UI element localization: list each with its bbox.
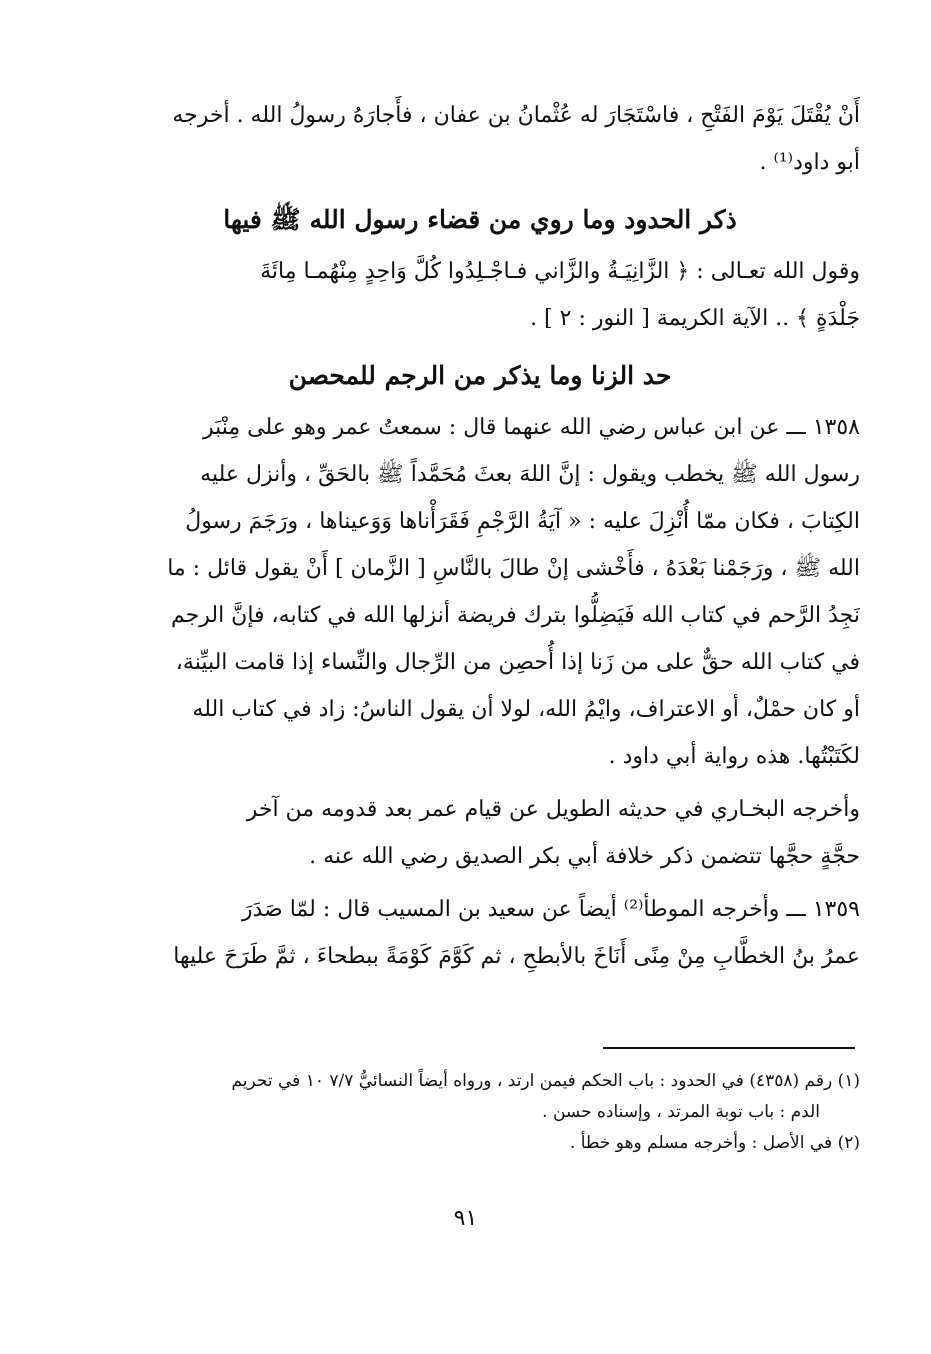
page-body [100, 92, 860, 986]
text-line: أَنْ يُقْتَلَ يَوْمَ الفَتْحِ ، فاسْتَجَارَ له عُثْمانُ بن عفان ، فأَجارَهُ رسولُ الله . أخرجه [172, 103, 860, 128]
text-line: لكَتَبْتُها. هذه رواية أبي داود . [608, 744, 860, 769]
footnote-divider [603, 1047, 855, 1049]
footnotes [105, 1066, 860, 1159]
text-line: وأخرجه البخـاري في حديثه الطويل عن قيام عمر بعد قدومه من آخر [246, 797, 860, 822]
page-number: ٩١ [453, 1206, 478, 1231]
text-line: عمرُ بنُ الخطَّابِ مِنْ مِنًى أَنَاخَ بالأبطحِ ، ثم كَوَّمَ كَوْمَةً ببطحاءَ ، ثمَّ طَرَحَ عليها [173, 944, 860, 969]
text-line: في كتاب الله حقٌّ على من زَنا إذا أُحصِن من الرِّجال والنِّساء إذا قامت البيِّنة، [175, 650, 860, 675]
text-line: أبو داود⁽¹⁾ . [759, 150, 860, 175]
footnote-1: (١) رقم (٤٣٥٨) في الحدود : باب الحكم فيمن ارتد ، ورواه أيضاً النسائيُّ ٧/٧ ١٠ في تحريم [231, 1071, 860, 1091]
text-line: أو كان حمْلٌ، أو الاعتراف، وايْمُ الله، لولا أن يقول الناسُ: زاد في كتاب الله [192, 697, 860, 722]
footnote-1-continuation: الدم : باب توبة المرتد ، وإسناده حسن . [542, 1102, 820, 1122]
section-heading-zina: حد الزنا وما يذكر من الرجم للمحصن [288, 361, 672, 390]
text-line: الله ﷺ ، ورَجَمْنا بَعْدَهُ ، فأَخْشى إنْ طالَ بالنَّاسِ [ الزَّمان ] أَنْ يقول قائل : ما [167, 556, 860, 581]
opening-paragraph [100, 92, 860, 186]
hadith-1359-paragraph [100, 886, 860, 980]
text-line: الكِتابَ ، فكان ممّا أُنْزِلَ عليه : « آيَةُ الرَّجْمِ فَقَرَأْناها وَوَعيناها ، ورَجَمَ رسولُ [185, 509, 860, 534]
bukhari-paragraph [100, 786, 860, 880]
text-line: وقول الله تعـالى : ﴿ الزَّانِيَـةُ والزَّاني فـاجْـلِدُوا كُلَّ وَاحِدٍ مِنْهُمـا مِائَةَ [260, 259, 860, 284]
section-heading-hudud: ذكر الحدود وما روي من قضاء رسول الله ﷺ فيها [223, 205, 737, 234]
text-line: جَلْدَةٍ ﴾ .. الآية الكريمة [ النور : ٢ ] . [530, 306, 860, 331]
text-line: نَجِدُ الرَّحم في كتاب الله فَيَضِلُّوا بترك فريضة أنزلها الله في كتابه، فإنَّ الرجم [170, 603, 860, 628]
text-line: رسول الله ﷺ يخطب ويقول : إنَّ اللهَ بعثَ مُحَمَّداً ﷺ بالحَقِّ ، وأنزل عليه [200, 462, 860, 487]
text-line: حجَّةٍ حجَّها تتضمن ذكر خلافة أبي بكر الصديق رضي الله عنه . [309, 844, 860, 869]
text-line: ١٣٥٩ ـــ وأخرجه الموطأ⁽²⁾ أيضاً عن سعيد بن المسيب قال : لمّا صَدَرَ [241, 897, 860, 922]
hadith-1358-paragraph [100, 404, 860, 780]
footnote-2: (٢) في الأصل : وأخرجه مسلم وهو خطأ . [569, 1133, 860, 1153]
quran-verse-paragraph [100, 248, 860, 342]
text-line: ١٣٥٨ ـــ عن ابن عباس رضي الله عنهما قال : سمعتُ عمر وهو على مِنْبَر [202, 415, 860, 440]
